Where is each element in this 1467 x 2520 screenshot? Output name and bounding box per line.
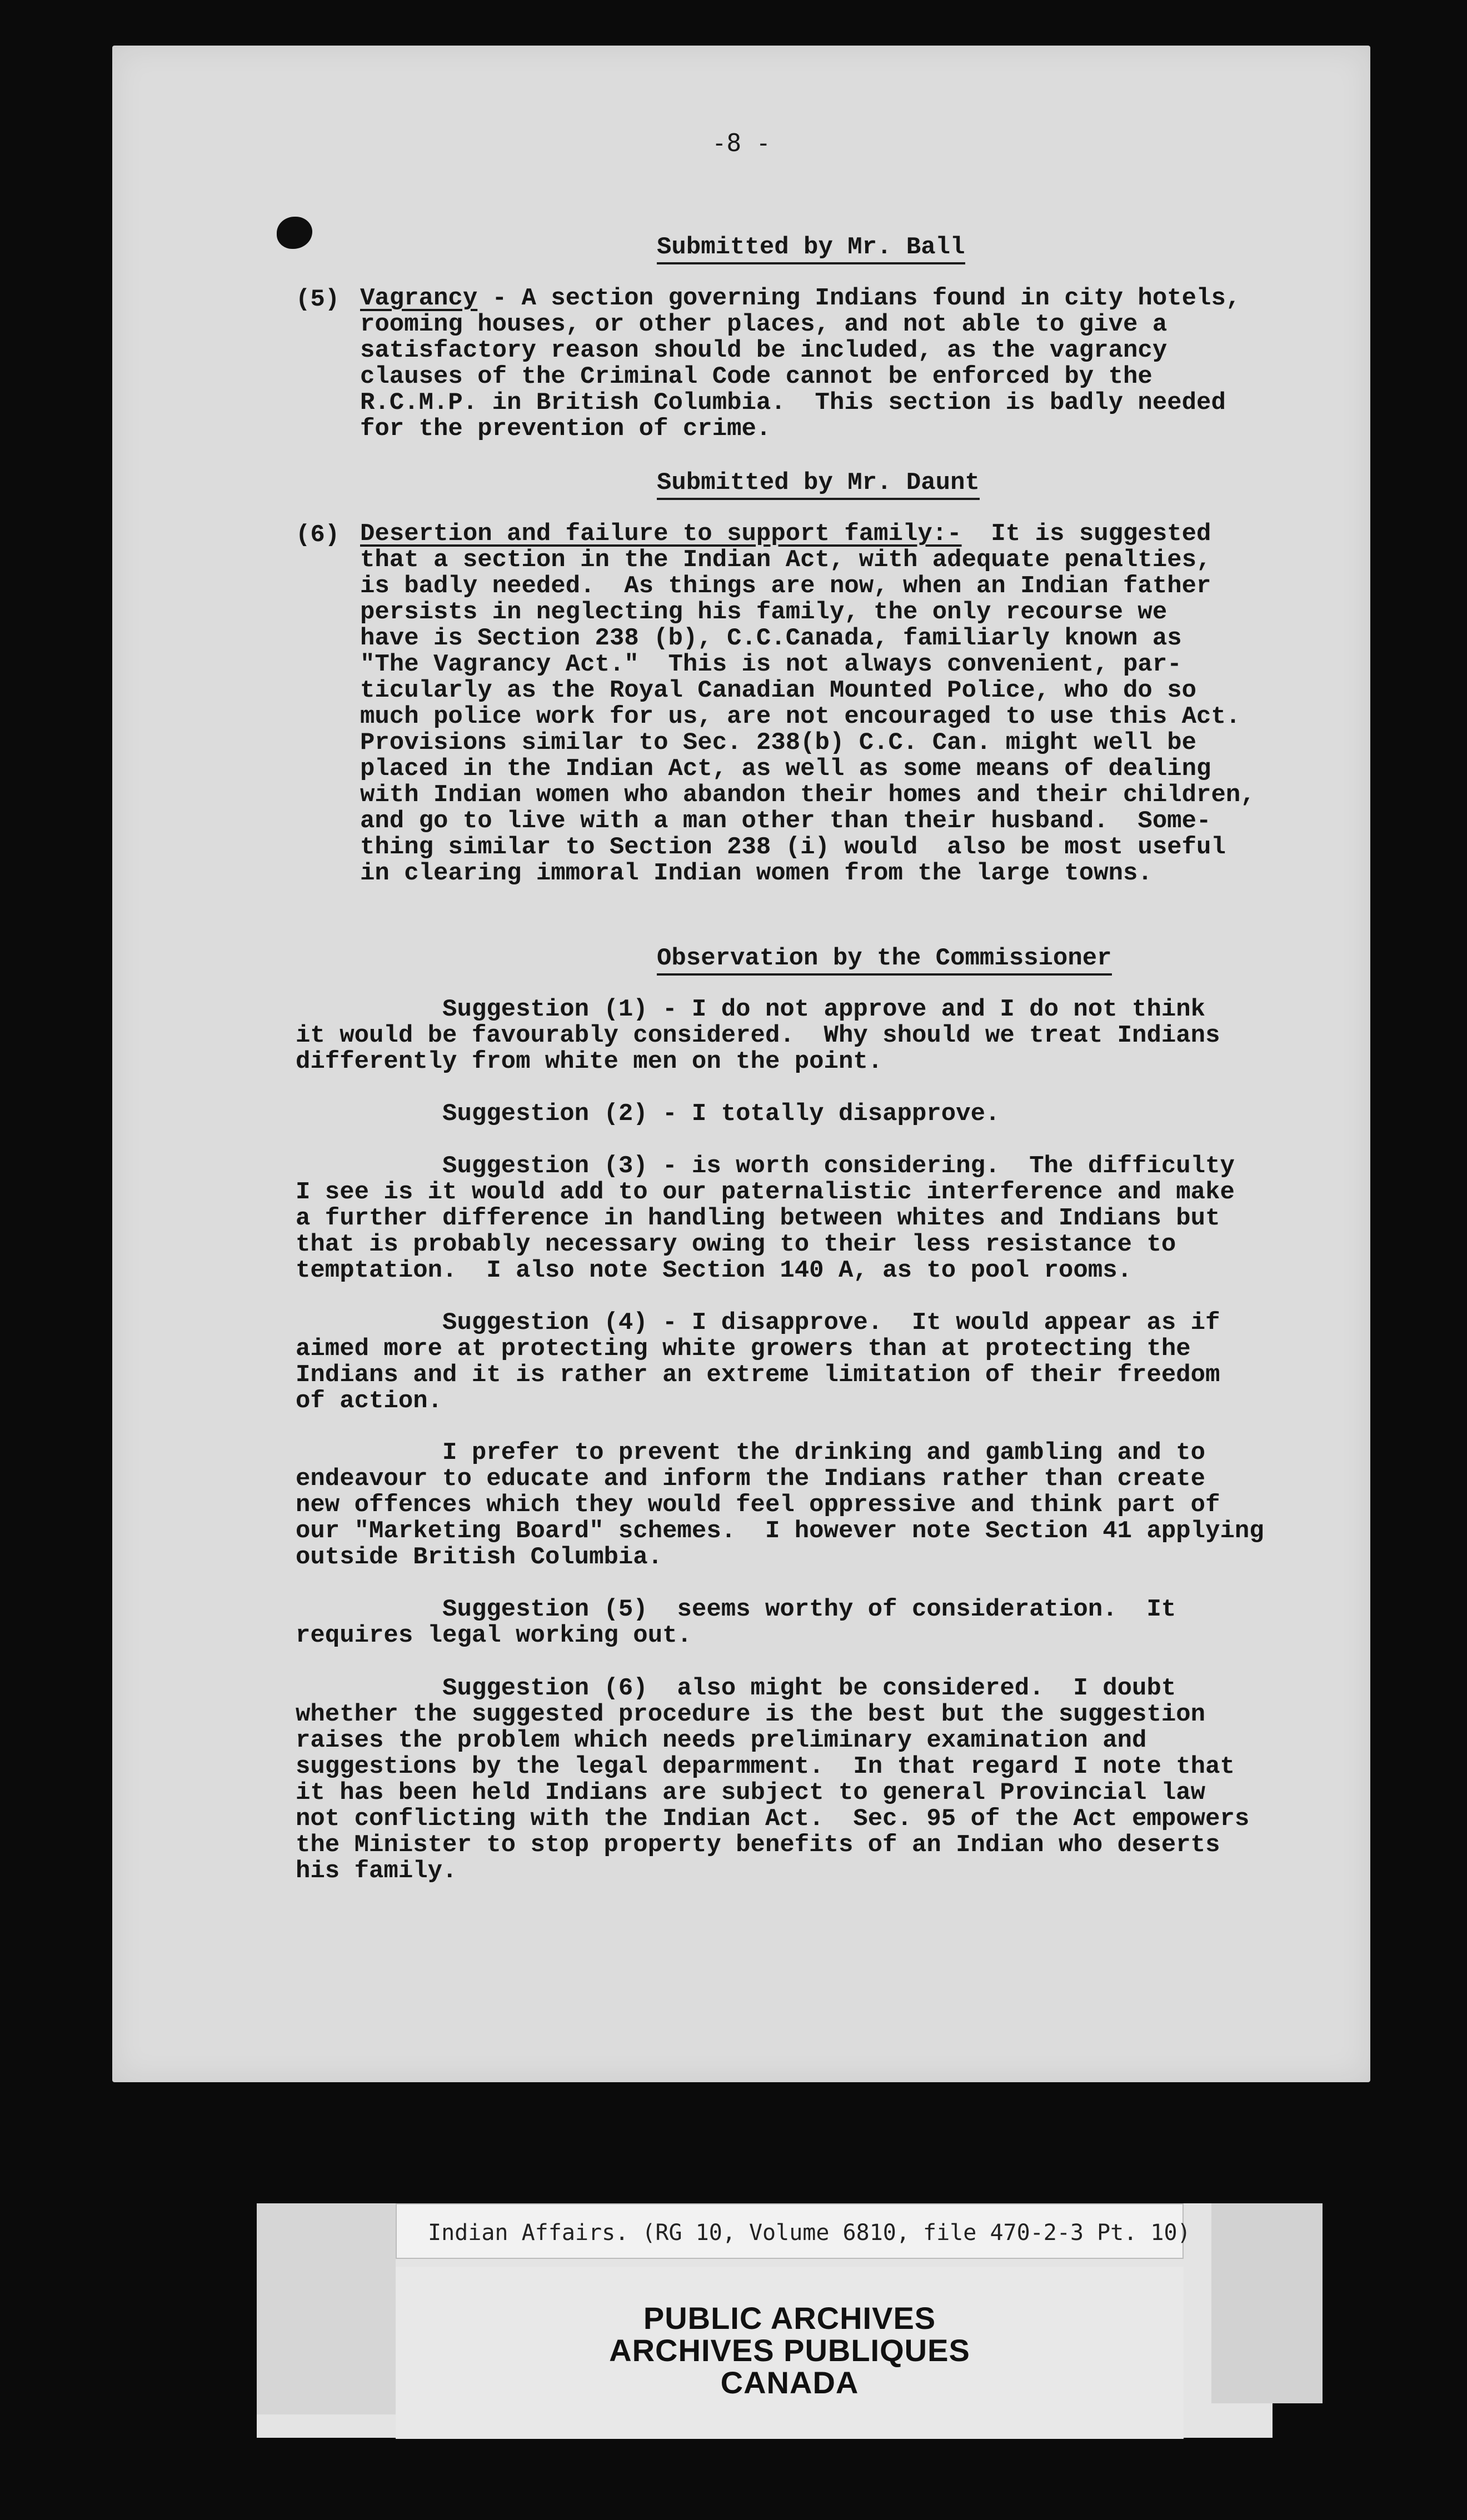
archive-label-tape-right	[1211, 2203, 1323, 2403]
text-line: with Indian women who abandon their homes and their children,	[360, 781, 1255, 809]
text-line: "The Vagrancy Act." This is not always convenient, par-	[360, 651, 1182, 678]
text-line: requires legal working out.	[296, 1622, 692, 1649]
item-6-body	[360, 547, 1255, 887]
observation-paragraph-7	[296, 1676, 1249, 1884]
item-6-first-line-rest: It is suggested	[961, 520, 1211, 548]
text-line: it has been held Indians are subject to general Provincial law	[296, 1779, 1206, 1807]
heading-submitted-by-daunt: Submitted by Mr. Daunt	[657, 469, 980, 500]
text-line: I see is it would add to our paternalistic interference and make	[296, 1178, 1235, 1206]
text-line: his family.	[296, 1857, 457, 1885]
text-line: it would be favourably considered. Why should we treat Indians	[296, 1022, 1220, 1049]
text-line: is badly needed. As things are now, when an Indian father	[360, 572, 1211, 600]
observation-paragraph-3	[296, 1153, 1235, 1284]
text-line: that is probably necessary owing to their less resistance to	[296, 1231, 1176, 1258]
archive-stamp-line-2: ARCHIVES PUBLIQUES	[609, 2333, 970, 2368]
archive-label-tape-left	[257, 2203, 396, 2414]
text-line: our "Marketing Board" schemes. I however note Section 41 applying	[296, 1517, 1264, 1545]
observation-paragraph-5	[296, 1440, 1264, 1571]
item-number-6: (6)	[296, 521, 340, 549]
text-line: ticularly as the Royal Canadian Mounted Police, who do so	[360, 677, 1197, 704]
text-line: for the prevention of crime.	[360, 415, 771, 443]
text-line: thing similar to Section 238 (i) would also be most useful	[360, 833, 1226, 861]
observation-paragraph-2	[296, 1101, 1000, 1127]
text-line: the Minister to stop property benefits of an Indian who deserts	[296, 1831, 1220, 1859]
text-line: endeavour to educate and inform the Indians rather than create	[296, 1465, 1206, 1493]
item-5-first-line-rest: - A section governing Indians found in city hotels,	[477, 284, 1241, 312]
item-6-term: Desertion and failure to support family:-	[360, 520, 962, 548]
text-line: satisfactory reason should be included, as the vagrancy	[360, 337, 1167, 364]
text-line: Suggestion (5) seems worthy of consideration. It	[296, 1596, 1176, 1623]
text-line: aimed more at protecting white growers than at protecting the	[296, 1335, 1191, 1363]
text-line: much police work for us, are not encouraged to use this Act.	[360, 703, 1241, 731]
text-line: outside British Columbia.	[296, 1543, 663, 1571]
item-5-body	[360, 312, 1226, 442]
page-number: -8 -	[712, 129, 771, 157]
text-line: and go to live with a man other than their husband. Some-	[360, 807, 1211, 835]
text-line: Suggestion (4) - I disapprove. It would appear as if	[296, 1309, 1220, 1337]
observation-paragraph-6	[296, 1597, 1176, 1649]
text-line: suggestions by the legal deparmment. In that regard I note that	[296, 1753, 1235, 1781]
item-number-5: (5)	[296, 286, 340, 313]
text-line: clauses of the Criminal Code cannot be enforced by the	[360, 363, 1152, 391]
archive-stamp-line-3: CANADA	[720, 2365, 859, 2400]
text-line: placed in the Indian Act, as well as some means of dealing	[360, 755, 1211, 783]
text-line: new offences which they would feel oppressive and think part of	[296, 1491, 1220, 1519]
ink-blot	[277, 217, 312, 249]
text-line: have is Section 238 (b), C.C.Canada, familiarly known as	[360, 624, 1182, 652]
observation-paragraph-1	[296, 997, 1220, 1075]
document-page	[112, 46, 1370, 2082]
text-line: Indians and it is rather an extreme limitation of their freedom	[296, 1361, 1220, 1389]
text-line: rooming houses, or other places, and not able to give a	[360, 311, 1167, 338]
text-line: differently from white men on the point.	[296, 1048, 883, 1076]
text-line: Suggestion (6) also might be considered. I doubt	[296, 1674, 1176, 1702]
text-line: I prefer to prevent the drinking and gambling and to	[296, 1439, 1206, 1467]
archive-stamp-line-1: PUBLIC ARCHIVES	[643, 2301, 936, 2336]
observation-paragraph-4	[296, 1310, 1220, 1414]
text-line: Suggestion (2) - I totally disapprove.	[296, 1100, 1000, 1128]
archive-reference: Indian Affairs. (RG 10, Volume 6810, file 470-2-3 Pt. 10)	[428, 2220, 1191, 2246]
text-line: R.C.M.P. in British Columbia. This section is badly needed	[360, 389, 1226, 417]
text-line: temptation. I also note Section 140 A, as to pool rooms.	[296, 1257, 1132, 1284]
text-line: Suggestion (3) - is worth considering. The difficulty	[296, 1152, 1235, 1180]
heading-observation: Observation by the Commissioner	[657, 944, 1112, 976]
text-line: Provisions similar to Sec. 238(b) C.C. Can. might well be	[360, 729, 1197, 757]
text-line: in clearing immoral Indian women from the large towns.	[360, 859, 1152, 887]
text-line: persists in neglecting his family, the only recourse we	[360, 598, 1167, 626]
text-line: of action.	[296, 1387, 443, 1415]
text-line: a further difference in handling between whites and Indians but	[296, 1204, 1220, 1232]
text-line: whether the suggested procedure is the best but the suggestion	[296, 1701, 1206, 1728]
item-5-first-line	[360, 286, 1240, 312]
text-line: raises the problem which needs preliminary examination and	[296, 1727, 1147, 1754]
text-line: that a section in the Indian Act, with adequate penalties,	[360, 546, 1211, 574]
item-6-first-line	[360, 521, 1211, 547]
text-line: not conflicting with the Indian Act. Sec. 95 of the Act empowers	[296, 1805, 1250, 1833]
item-5-term: Vagrancy	[360, 284, 478, 312]
text-line: Suggestion (1) - I do not approve and I do not think	[296, 996, 1206, 1023]
heading-submitted-by-ball: Submitted by Mr. Ball	[657, 233, 965, 264]
